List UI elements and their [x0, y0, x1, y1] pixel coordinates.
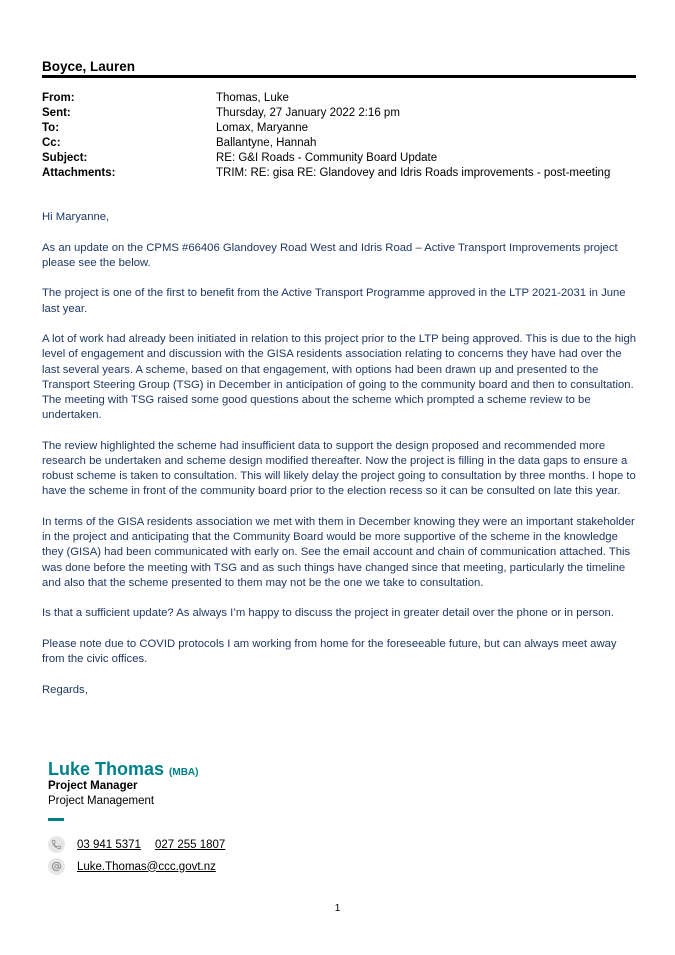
email-link[interactable]: Luke.Thomas@ccc.govt.nz	[77, 860, 216, 873]
signature-title: Project Manager	[48, 780, 138, 792]
phone-link-mobile[interactable]: 027 255 1807	[154, 838, 226, 851]
closing: Regards,	[42, 683, 88, 696]
body-paragraph: In terms of the GISA residents association we met with them in December knowing they were an important stakeholder in the project and anticipating that the Community Board would be more supportive of the scheme in the knowledge they (GISA) had been communicated with early on. See the email account and chain of communication attached. This was done before the meeting with TSG and as such things have changed since that meeting, particularly the timeline and also that the scheme presented to them may not be the one we take to consultation.	[42, 516, 635, 589]
header-value: Thursday, 27 January 2022 2:16 pm	[216, 107, 400, 119]
body-paragraph: The review highlighted the scheme had insufficient data to support the design proposed and recommended more research be undertaken and scheme design modified thereafter. Now the project is filling in the data gaps to ensure a robust scheme is taken to consultation. This will likely delay the project going to consultation by three months. I hope to have the scheme in front of the community board prior to the election recess so it can be consulted on late this year.	[42, 439, 636, 498]
signature-accent-bar	[48, 818, 64, 821]
signature-name-text: Luke Thomas	[48, 759, 165, 779]
email-row	[48, 858, 216, 875]
header-label: To:	[42, 122, 60, 134]
header-label: Sent:	[42, 107, 71, 119]
header-label: Cc:	[42, 137, 61, 149]
signature-credential: (MBA)	[169, 767, 199, 778]
body-paragraph: The project is one of the first to benefit from the Active Transport Programme approved in the LTP 2021-2031 in June last year.	[42, 287, 626, 315]
phone-link-office[interactable]: 03 941 5371	[77, 838, 141, 851]
header-attachments	[42, 166, 642, 181]
signature-department: Project Management	[48, 795, 155, 807]
greeting: Hi Maryanne,	[42, 211, 110, 223]
body-paragraph: A lot of work had already been initiated in relation to this project prior to the LTP being approved. This is due to the high level of engagement and discussion with the GISA residents association relating to concerns they have had over the last several years. A scheme, based on that engagement, with options had been drawn up and presented to the Transport Steering Group (TSG) in December in anticipation of going to the community board and then to consultation. The meeting with TSG raised some good questions about the scheme which prompted a scheme review to be undertaken.	[42, 333, 637, 422]
body-paragraph: As an update on the CPMS #66406 Glandovey Road West and Idris Road – Active Transport Improvements project please see the below.	[42, 241, 618, 269]
header-value: Ballantyne, Hannah	[216, 137, 317, 149]
page-number: 1	[334, 903, 341, 914]
header-from	[42, 91, 642, 106]
phone-icon	[48, 836, 65, 853]
mailbox-owner: Boyce, Lauren	[42, 59, 136, 74]
header-subject	[42, 151, 642, 166]
body-paragraph: Please note due to COVID protocols I am working from home for the foreseeable future, but can always meet away from the civic offices.	[42, 638, 617, 666]
header-value: Thomas, Luke	[216, 92, 289, 104]
email-at-icon	[48, 858, 65, 875]
header-value: Lomax, Maryanne	[216, 122, 309, 134]
header-label: Subject:	[42, 152, 88, 164]
header-sent	[42, 106, 642, 121]
header-label: From:	[42, 92, 75, 104]
phone-row	[48, 836, 225, 853]
signature-name	[48, 759, 198, 780]
attachment-link[interactable]: TRIM: RE: gisa RE: Glandovey and Idris Roads improvements - post-meeting	[216, 167, 611, 179]
header-cc	[42, 136, 642, 151]
email-body	[42, 210, 642, 713]
header-divider	[42, 75, 636, 78]
email-headers	[42, 91, 642, 181]
header-value: RE: G&I Roads - Community Board Update	[216, 152, 438, 164]
body-paragraph: Is that a sufficient update? As always I’m happy to discuss the project in greater detail over the phone or in person.	[42, 607, 614, 620]
header-label: Attachments:	[42, 167, 116, 179]
header-to	[42, 121, 642, 136]
